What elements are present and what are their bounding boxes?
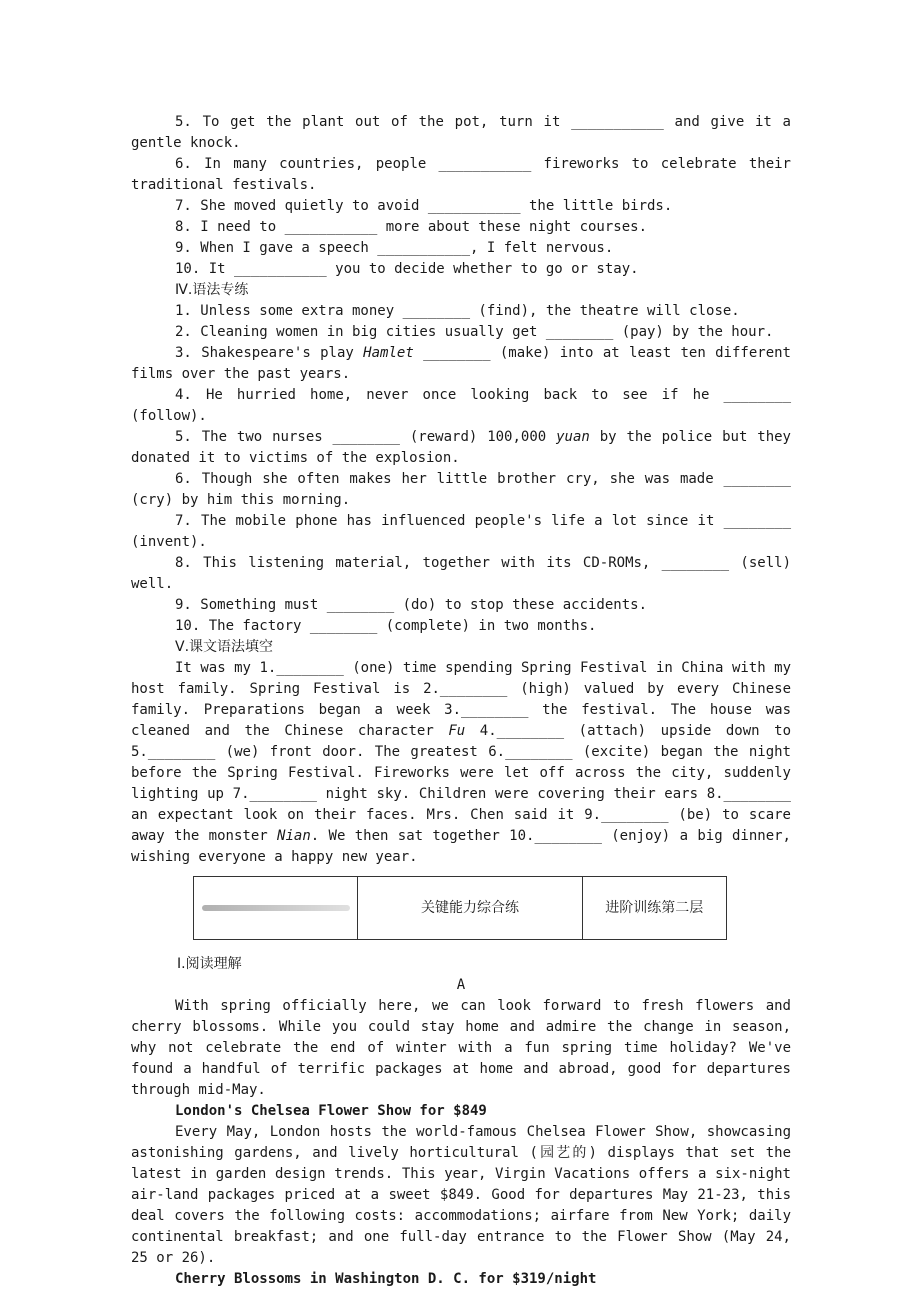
- reading-heading: Ⅰ.阅读理解: [177, 956, 242, 972]
- grammar-item: 1. Unless some extra money ________ (find), the theatre will close.: [175, 303, 740, 319]
- worksheet-page: [131, 112, 791, 1290]
- vocab-item: 6. In many countries, people ___________ fireworks to celebrate their traditional festivals.: [131, 156, 791, 193]
- vocab-item: 10. It ___________ you to decide whether to go or stay.: [175, 261, 639, 277]
- vocab-item: 8. I need to ___________ more about these night courses.: [175, 219, 648, 235]
- cloze-heading: Ⅴ.课文语法填空: [175, 639, 274, 655]
- passage-label: A: [456, 977, 466, 993]
- section-banner: [193, 876, 727, 940]
- vocab-item: 7. She moved quietly to avoid ___________ the little birds.: [175, 198, 673, 214]
- grammar-item: 5. The two nurses ________ (reward) 100,000 yuan by the police but they donated it to victims of the explosion.: [131, 429, 791, 466]
- passage-paragraph-1: Every May, London hosts the world-famous Chelsea Flower Show, showcasing astonishing gardens, and lively horticultural (园艺的) displays that set the latest in garden design trends. This year, Virgin Vacations offers a six-night air-land packages priced at a sweet $849. Good for departures May 21-23, this deal covers the following costs: accommodations; airfare from New York; daily continental breakfast; and one full-day entrance to the Flower Show (May 24, 25 or 26).: [131, 1124, 791, 1266]
- vocab-section: [131, 112, 791, 280]
- banner-title: 关键能力综合练: [358, 877, 582, 939]
- vocab-item: 9. When I gave a speech ___________, I felt nervous.: [175, 240, 614, 256]
- passage-subheading-1: London's Chelsea Flower Show for $849: [175, 1103, 487, 1119]
- cloze-passage: It was my 1.________ (one) time spending Spring Festival in China with my host family. Spring Festival is 2.________ (high) valued by every Chinese family. Preparations began a week 3.________ the festival. The house was cleaned and the Chinese character Fu 4.________ (attach) upside down to 5.________ (we) front door. The greatest 6.________ (excite) began the night before the Spring Festival. Fireworks were let off across the city, suddenly lighting up 7.________ night sky. Children were covering their ears 8.________ an expectant look on their faces. Mrs. Chen said it 9.________ (be) to scare away the monster Nian. We then sat together 10.________ (enjoy) a big dinner, wishing everyone a happy new year.: [131, 660, 791, 865]
- grammar-item: 8. This listening material, together with its CD-ROMs, ________ (sell) well.: [131, 555, 791, 592]
- grammar-item: 2. Cleaning women in big cities usually get ________ (pay) by the hour.: [175, 324, 774, 340]
- passage-intro: With spring officially here, we can look forward to fresh flowers and cherry blossoms. While you could stay home and admire the change in season, why not celebrate the end of winter with a fun spring time holiday? We've found a handful of terrific packages at home and abroad, good for departures through mid-May.: [131, 998, 791, 1098]
- grammar-item: 9. Something must ________ (do) to stop these accidents.: [175, 597, 648, 613]
- grammar-item: 4. He hurried home, never once looking back to see if he ________ (follow).: [131, 387, 791, 424]
- banner-logo: [194, 877, 358, 939]
- grammar-section: [131, 301, 791, 637]
- banner-level: 进阶训练第二层: [605, 899, 704, 916]
- grammar-item: 10. The factory ________ (complete) in two months.: [175, 618, 597, 634]
- grammar-item: 7. The mobile phone has influenced people's life a lot since it ________ (invent).: [131, 513, 791, 550]
- passage-subheading-2: Cherry Blossoms in Washington D. C. for $319/night: [175, 1271, 597, 1287]
- grammar-item: 6. Though she often makes her little brother cry, she was made ________ (cry) by him this morning.: [131, 471, 791, 508]
- vocab-item: 5. To get the plant out of the pot, turn it ___________ and give it a gentle knock.: [131, 114, 791, 151]
- grammar-item: 3. Shakespeare's play Hamlet ________ (make) into at least ten different films over the past years.: [131, 345, 791, 382]
- grammar-heading: Ⅳ.语法专练: [175, 282, 249, 298]
- banner-bar-graphic: [202, 905, 350, 911]
